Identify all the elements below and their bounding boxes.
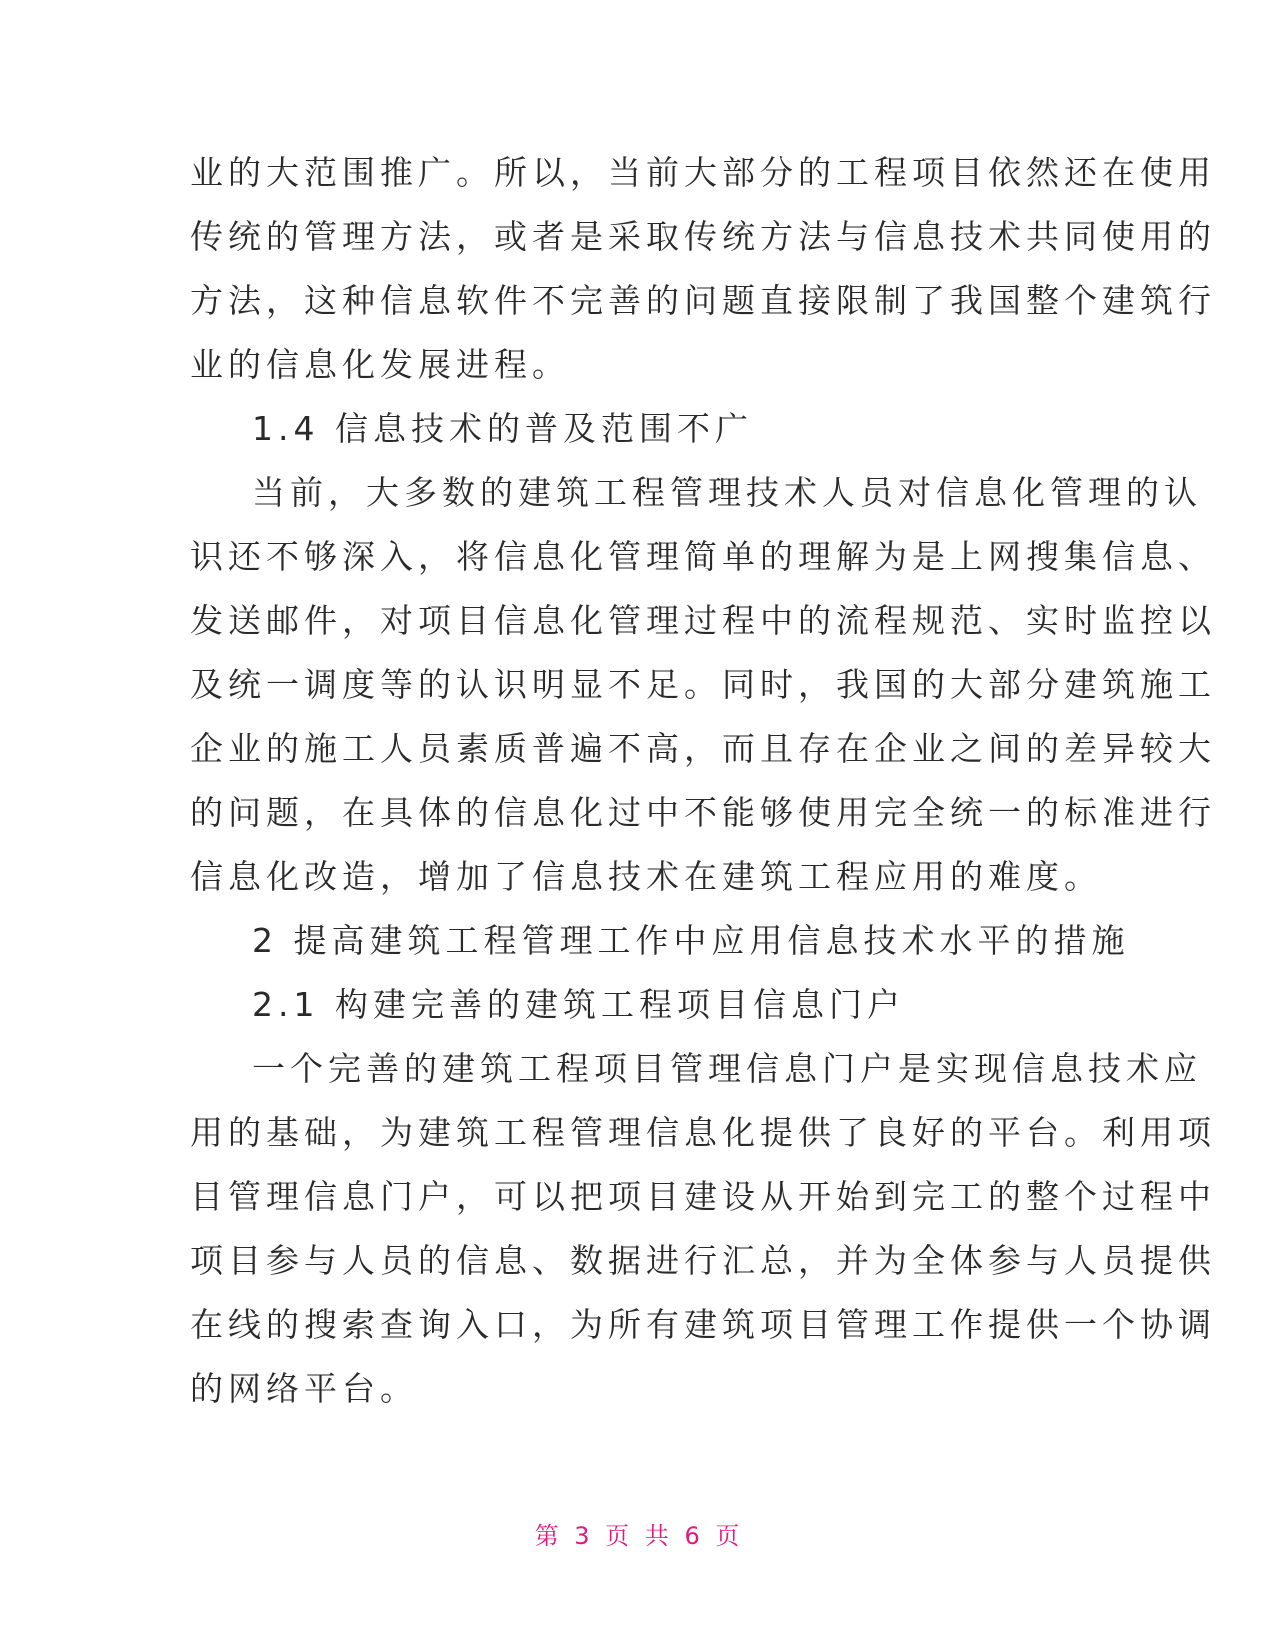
- section-heading: 1.4 信息技术的普及范围不广: [252, 409, 753, 448]
- paragraph-line: 项目参与人员的信息、数据进行汇总，并为全体参与人员提供: [190, 1241, 1216, 1280]
- paragraph-line: 的问题，在具体的信息化过中不能够使用完全统一的标准进行: [190, 793, 1216, 832]
- paragraph-line: 的网络平台。: [190, 1369, 418, 1408]
- paragraph-line: 业的信息化发展进程。: [190, 345, 570, 384]
- section-heading: 2 提高建筑工程管理工作中应用信息技术水平的措施: [252, 921, 1130, 960]
- paragraph-line: 识还不够深入，将信息化管理简单的理解为是上网搜集信息、: [190, 537, 1216, 576]
- section-heading: 2.1 构建完善的建筑工程项目信息门户: [252, 985, 905, 1024]
- paragraph-line: 在线的搜索查询入口，为所有建筑项目管理工作提供一个协调: [190, 1305, 1216, 1344]
- paragraph-line: 一个完善的建筑工程项目管理信息门户是实现信息技术应: [252, 1049, 1202, 1088]
- paragraph-line: 当前，大多数的建筑工程管理技术人员对信息化管理的认: [252, 473, 1202, 512]
- paragraph-line: 企业的施工人员素质普遍不高，而且存在企业之间的差异较大: [190, 729, 1216, 768]
- paragraph-line: 业的大范围推广。所以，当前大部分的工程项目依然还在使用: [190, 153, 1216, 192]
- body-text: [190, 141, 1216, 1421]
- paragraph-line: 传统的管理方法，或者是采取传统方法与信息技术共同使用的: [190, 217, 1216, 256]
- paragraph-line: 目管理信息门户，可以把项目建设从开始到完工的整个过程中: [190, 1177, 1216, 1216]
- paragraph-line: 信息化改造，增加了信息技术在建筑工程应用的难度。: [190, 857, 1102, 896]
- paragraph-line: 发送邮件，对项目信息化管理过程中的流程规范、实时监控以: [190, 601, 1216, 640]
- paragraph-line: 及统一调度等的认识明显不足。同时，我国的大部分建筑施工: [190, 665, 1216, 704]
- paragraph-line: 用的基础，为建筑工程管理信息化提供了良好的平台。利用项: [190, 1113, 1216, 1152]
- paragraph-line: 方法，这种信息软件不完善的问题直接限制了我国整个建筑行: [190, 281, 1216, 320]
- page-number-footer: 第 3 页 共 6 页: [534, 1522, 741, 1550]
